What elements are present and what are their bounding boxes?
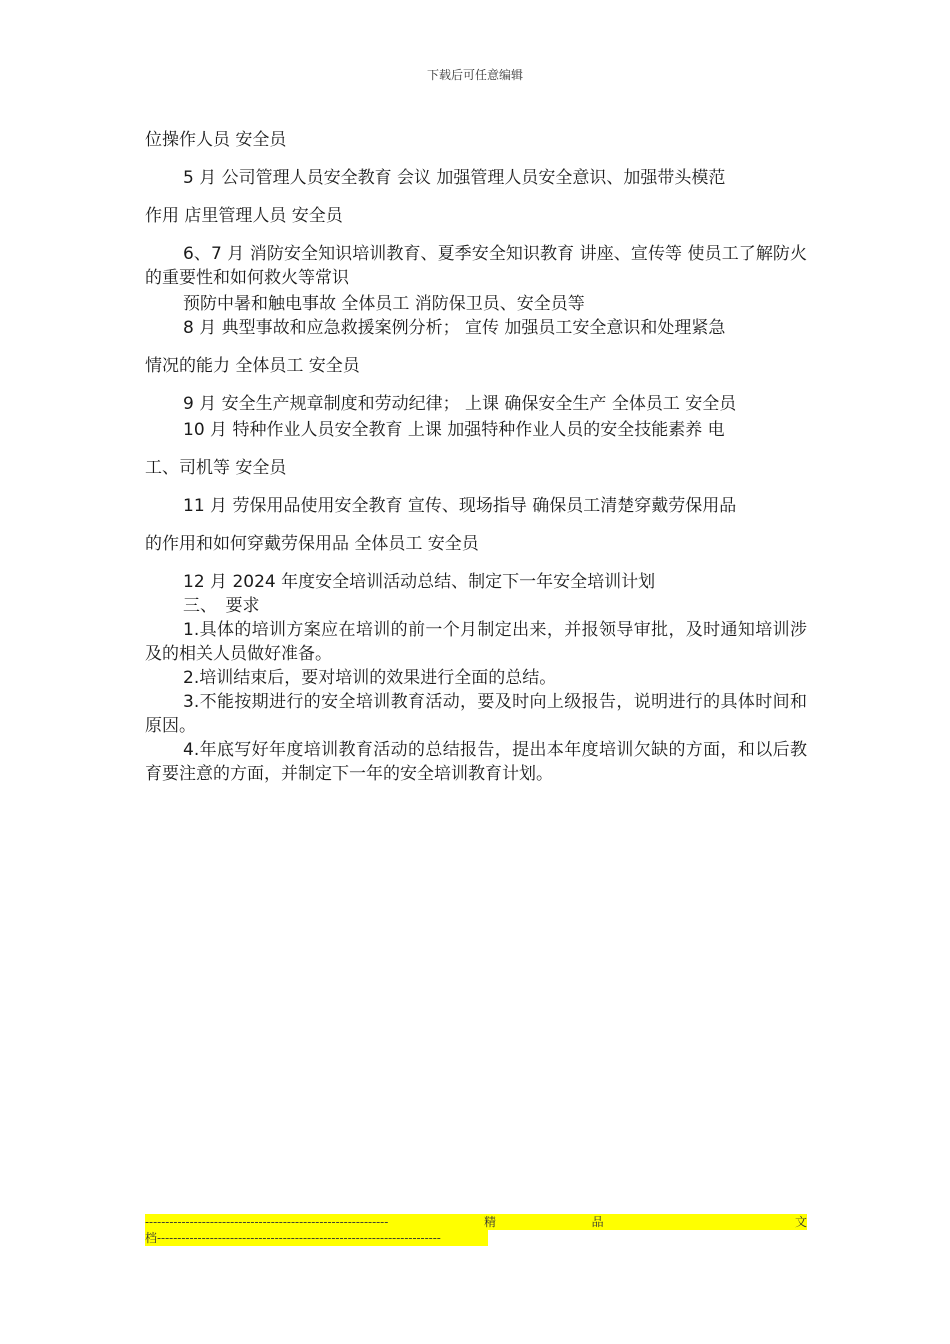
paragraph: 9 月 安全生产规章制度和劳动纪律； 上课 确保安全生产 全体员工 安全员	[183, 394, 737, 414]
paragraph: 4.年底写好年度培训教育活动的总结报告，提出本年度培训欠缺的方面，和以后教育要注意的方面，并制定下一年的安全培训教育计划。	[145, 740, 807, 784]
paragraph: 8 月 典型事故和应急救援案例分析； 宣传 加强员工安全意识和处理紧急	[183, 318, 726, 338]
paragraph: 工、司机等 安全员	[145, 458, 287, 478]
paragraph: 12 月 2024 年度安全培训活动总结、制定下一年安全培训计划	[183, 572, 656, 592]
footer-line-2: 档----------------------------------------------------------------------	[145, 1230, 488, 1246]
paragraph: 的作用和如何穿戴劳保用品 全体员工 安全员	[145, 534, 479, 554]
footer-word: 文	[794, 1215, 807, 1229]
paragraph: 1.具体的培训方案应在培训的前一个月制定出来，并报领导审批，及时通知培训涉及的相关人员做好准备。	[145, 620, 807, 664]
document-body	[145, 128, 807, 786]
paragraph: 位操作人员 安全员	[145, 130, 287, 150]
paragraph: 作用 店里管理人员 安全员	[145, 206, 343, 226]
footer-line-1	[145, 1214, 807, 1230]
paragraph: 10 月 特种作业人员安全教育 上课 加强特种作业人员的安全技能素养 电	[183, 420, 725, 440]
page-header: 下载后可任意编辑	[426, 68, 523, 82]
paragraph: 3.不能按期进行的安全培训教育活动，要及时向上级报告，说明进行的具体时间和原因。	[145, 692, 807, 736]
footer-word: 品	[591, 1215, 604, 1229]
paragraph: 11 月 劳保用品使用安全教育 宣传、现场指导 确保员工清楚穿戴劳保用品	[183, 496, 737, 516]
footer-word: 精	[483, 1215, 496, 1229]
page-footer	[145, 1214, 807, 1250]
paragraph: 2.培训结束后，要对培训的效果进行全面的总结。	[183, 668, 557, 688]
footer-dashes: ------------------------------------------------------------	[145, 1215, 389, 1229]
paragraph: 情况的能力 全体员工 安全员	[145, 356, 360, 376]
paragraph: 6、7 月 消防安全知识培训教育、夏季安全知识教育 讲座、宣传等 使员工了解防火的重要性和如何救火等常识	[145, 244, 807, 288]
paragraph: 预防中暑和触电事故 全体员工 消防保卫员、安全员等	[183, 294, 585, 314]
paragraph: 5 月 公司管理人员安全教育 会议 加强管理人员安全意识、加强带头模范	[183, 168, 726, 188]
section-heading: 三、 要求	[183, 596, 260, 616]
